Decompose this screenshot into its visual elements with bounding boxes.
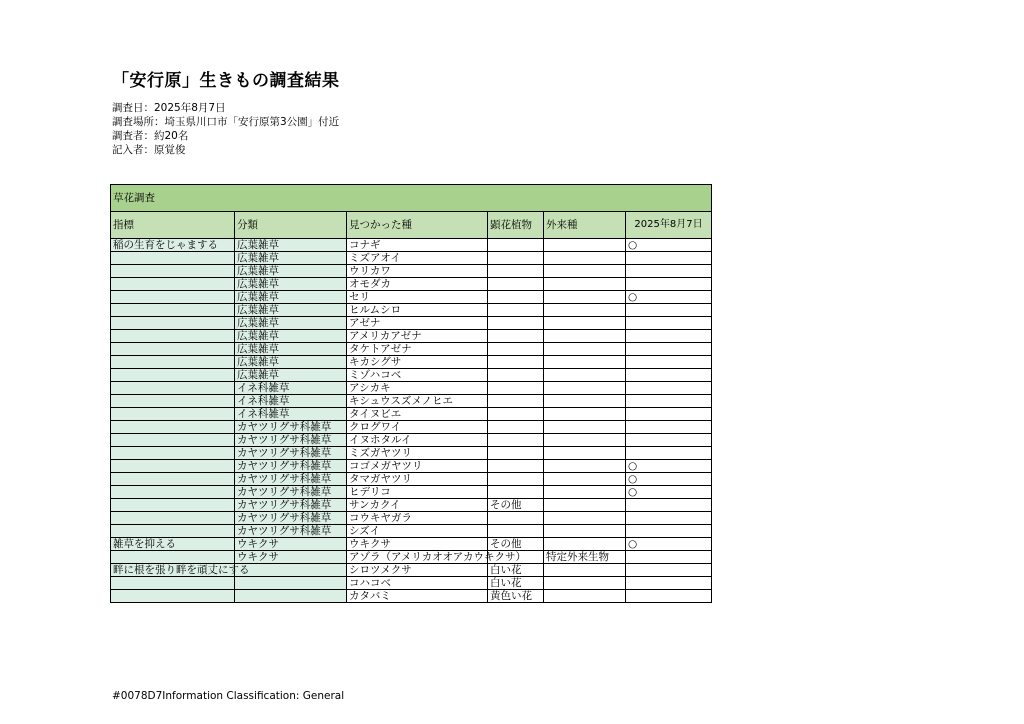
- cell-indicator: [111, 382, 235, 395]
- cell-species: [347, 317, 488, 330]
- cell-flowering: [488, 252, 544, 265]
- cell-category: [235, 356, 347, 369]
- cell-alien: [544, 304, 626, 317]
- cell-category: [235, 512, 347, 525]
- cell-category-text: 広葉雑草: [237, 343, 279, 355]
- table-row: [111, 408, 712, 421]
- table-row: [111, 239, 712, 252]
- cell-species-text: シロツメクサ: [349, 564, 412, 576]
- cell-alien: [544, 499, 626, 512]
- cell-category: [235, 369, 347, 382]
- cell-indicator: [111, 434, 235, 447]
- cell-category-text: 広葉雑草: [237, 265, 279, 277]
- cell-category: [235, 330, 347, 343]
- cell-alien: [544, 564, 626, 577]
- cell-found: [626, 239, 712, 252]
- table-row: [111, 343, 712, 356]
- cell-flowering: [488, 512, 544, 525]
- cell-found: [626, 395, 712, 408]
- cell-alien: [544, 343, 626, 356]
- cell-found: [626, 564, 712, 577]
- cell-indicator: [111, 564, 250, 577]
- cell-category: [235, 252, 347, 265]
- cell-flowering: [488, 317, 544, 330]
- table-row: [111, 447, 712, 460]
- cell-flowering: [488, 486, 544, 499]
- cell-species-text: アメリカアゼナ: [349, 330, 422, 342]
- cell-category-text: 広葉雑草: [237, 356, 279, 368]
- cell-found-text: ○: [628, 486, 638, 498]
- cell-species: [347, 330, 488, 343]
- cell-species: [347, 265, 488, 278]
- cell-species-text: シズイ: [349, 525, 380, 537]
- cell-alien: [544, 538, 626, 551]
- cell-species: [347, 577, 488, 590]
- cell-indicator: [111, 551, 235, 564]
- cell-flowering-text: その他: [490, 499, 522, 511]
- cell-found: [626, 369, 712, 382]
- cell-alien: [544, 421, 626, 434]
- cell-species: [347, 486, 488, 499]
- cell-species: [347, 278, 488, 291]
- cell-found: [626, 577, 712, 590]
- cell-flowering: [488, 538, 544, 551]
- cell-indicator: [111, 369, 235, 382]
- cell-found: [626, 590, 712, 603]
- cell-species-text: アゼナ: [349, 317, 381, 329]
- table-row: [111, 356, 712, 369]
- cell-alien: [544, 551, 626, 564]
- cell-species: [347, 447, 488, 460]
- cell-alien-text: 特定外来生物: [546, 551, 609, 563]
- table-row: [111, 421, 712, 434]
- cell-species-text: タマガヤツリ: [349, 473, 412, 485]
- cell-species-text: ウキクサ: [349, 538, 391, 550]
- cell-indicator: [111, 538, 235, 551]
- cell-species-text: キカシグサ: [349, 356, 402, 368]
- cell-flowering: [488, 499, 544, 512]
- table-row: [111, 590, 712, 603]
- cell-flowering: [488, 564, 544, 577]
- section-title: 草花調査: [111, 185, 712, 212]
- table-row: [111, 369, 712, 382]
- cell-alien: [544, 577, 626, 590]
- cell-species: [347, 304, 488, 317]
- cell-found: [626, 421, 712, 434]
- cell-species-text: コナギ: [349, 239, 381, 251]
- cell-flowering: [488, 239, 544, 252]
- cell-category-text: カヤツリグサ科雑草: [237, 473, 332, 485]
- cell-category: [235, 304, 347, 317]
- cell-species-text: クログワイ: [349, 421, 402, 433]
- table-row: [111, 551, 712, 564]
- table-row: [111, 265, 712, 278]
- cell-indicator: [111, 408, 235, 421]
- cell-flowering: [488, 291, 544, 304]
- cell-category-text: カヤツリグサ科雑草: [237, 421, 332, 433]
- cell-found-text: ○: [628, 473, 638, 485]
- cell-species: [347, 408, 488, 421]
- header-flowering: 顕花植物: [488, 212, 544, 239]
- cell-alien: [544, 395, 626, 408]
- table-row: [111, 382, 712, 395]
- cell-category-text: イネ科雑草: [237, 408, 290, 420]
- cell-indicator: [111, 291, 235, 304]
- cell-found: [626, 460, 712, 473]
- cell-alien: [544, 369, 626, 382]
- cell-category-text: カヤツリグサ科雑草: [237, 512, 332, 524]
- cell-indicator: [111, 447, 235, 460]
- cell-found-text: ○: [628, 460, 638, 472]
- cell-category-text: 広葉雑草: [237, 239, 279, 251]
- cell-species: [347, 525, 488, 538]
- table-row: [111, 434, 712, 447]
- cell-alien: [544, 239, 626, 252]
- cell-category: [235, 343, 347, 356]
- cell-flowering: [488, 278, 544, 291]
- cell-found: [626, 447, 712, 460]
- cell-indicator: [111, 486, 235, 499]
- cell-category: [235, 395, 347, 408]
- cell-category: [235, 590, 347, 603]
- cell-flowering: [488, 590, 544, 603]
- cell-species-text: サンカクイ: [349, 499, 401, 511]
- cell-category-text: ウキクサ: [237, 538, 279, 550]
- survey-recorder: 記入者：原覚俊: [112, 144, 186, 156]
- cell-indicator: [111, 460, 235, 473]
- cell-indicator: [111, 421, 235, 434]
- classification-footer: #0078D7Information Classification: General: [112, 690, 345, 702]
- cell-species: [347, 460, 488, 473]
- cell-species: [347, 369, 488, 382]
- cell-indicator-text: 畔に根を張り畔を頑丈にする: [113, 564, 250, 576]
- cell-indicator: [111, 512, 235, 525]
- cell-species: [347, 356, 488, 369]
- cell-category: [235, 551, 347, 564]
- cell-indicator: [111, 499, 235, 512]
- cell-found-text: ○: [628, 239, 638, 251]
- cell-flowering: [488, 356, 544, 369]
- cell-found: [626, 252, 712, 265]
- cell-species: [347, 395, 488, 408]
- header-category: 分類: [235, 212, 347, 239]
- cell-indicator: [111, 356, 235, 369]
- cell-species-text: ミズアオイ: [349, 252, 401, 264]
- table-row: [111, 252, 712, 265]
- cell-flowering: [488, 421, 544, 434]
- cell-alien: [544, 265, 626, 278]
- cell-category: [235, 408, 347, 421]
- cell-indicator: [111, 265, 235, 278]
- cell-flowering: [488, 330, 544, 343]
- table-row: [111, 525, 712, 538]
- cell-indicator: [111, 239, 235, 252]
- cell-category-text: 広葉雑草: [237, 304, 279, 316]
- cell-alien: [544, 382, 626, 395]
- cell-found: [626, 304, 712, 317]
- table-row: [111, 278, 712, 291]
- cell-indicator: [111, 525, 235, 538]
- table-row: [111, 460, 712, 473]
- cell-alien: [544, 356, 626, 369]
- cell-category: [235, 278, 347, 291]
- cell-category: [235, 239, 347, 252]
- cell-found: [626, 278, 712, 291]
- cell-category: [235, 317, 347, 330]
- cell-species-text: コハコベ: [349, 577, 391, 589]
- cell-category-text: 広葉雑草: [237, 317, 279, 329]
- cell-category-text: カヤツリグサ科雑草: [237, 525, 332, 537]
- cell-found: [626, 486, 712, 499]
- cell-found: [626, 330, 712, 343]
- cell-species: [347, 590, 488, 603]
- cell-species: [347, 551, 527, 564]
- cell-indicator: [111, 577, 235, 590]
- cell-category: [235, 473, 347, 486]
- cell-found: [626, 434, 712, 447]
- cell-category-text: 広葉雑草: [237, 278, 279, 290]
- table-row: [111, 486, 712, 499]
- cell-species-text: ヒデリコ: [349, 486, 391, 498]
- cell-flowering-text: 白い花: [490, 577, 522, 589]
- cell-found: [626, 525, 712, 538]
- cell-alien: [544, 434, 626, 447]
- cell-flowering: [488, 473, 544, 486]
- cell-category: [235, 421, 347, 434]
- cell-indicator: [111, 343, 235, 356]
- cell-alien: [544, 512, 626, 525]
- cell-species-text: コゴメガヤツリ: [349, 460, 423, 472]
- cell-species-text: アゾラ（アメリカオオアカウキクサ）: [349, 551, 527, 563]
- cell-flowering: [488, 408, 544, 421]
- cell-found: [626, 291, 712, 304]
- cell-alien: [544, 330, 626, 343]
- cell-species-text: ウリカワ: [349, 265, 391, 277]
- cell-species: [347, 291, 488, 304]
- cell-found: [626, 499, 712, 512]
- cell-category: [235, 577, 347, 590]
- cell-found: [626, 265, 712, 278]
- table-row: [111, 291, 712, 304]
- cell-species-text: ヒルムシロ: [349, 304, 402, 316]
- table-row: [111, 473, 712, 486]
- cell-found: [626, 356, 712, 369]
- cell-flowering: [488, 434, 544, 447]
- cell-flowering: [488, 460, 544, 473]
- cell-alien: [544, 291, 626, 304]
- cell-species: [347, 382, 488, 395]
- cell-indicator-text: 稲の生育をじゃまする: [113, 239, 218, 251]
- cell-alien: [544, 447, 626, 460]
- cell-category: [235, 499, 347, 512]
- cell-alien: [544, 473, 626, 486]
- cell-species: [347, 421, 488, 434]
- cell-species: [347, 239, 488, 252]
- cell-category-text: カヤツリグサ科雑草: [237, 486, 332, 498]
- cell-species-text: イヌホタルイ: [349, 434, 412, 446]
- cell-category: [235, 291, 347, 304]
- table-row: [111, 304, 712, 317]
- cell-species: [347, 499, 488, 512]
- cell-category: [235, 538, 347, 551]
- cell-species-text: カタバミ: [349, 590, 391, 602]
- cell-flowering: [488, 577, 544, 590]
- cell-species: [347, 564, 488, 577]
- cell-flowering-text: 黄色い花: [490, 590, 532, 602]
- cell-species-text: オモダカ: [349, 278, 391, 290]
- section-row: [111, 185, 712, 212]
- cell-alien: [544, 252, 626, 265]
- cell-indicator: [111, 278, 235, 291]
- cell-indicator: [111, 317, 235, 330]
- cell-category: [235, 486, 347, 499]
- cell-species: [347, 343, 488, 356]
- cell-alien: [544, 486, 626, 499]
- table-row: [111, 395, 712, 408]
- cell-found: [626, 473, 712, 486]
- cell-species-text: アシカキ: [349, 382, 391, 394]
- cell-flowering: [488, 369, 544, 382]
- table-row: [111, 564, 712, 577]
- cell-alien: [544, 460, 626, 473]
- cell-species: [347, 252, 488, 265]
- cell-flowering-text: その他: [490, 538, 522, 550]
- cell-category-text: 広葉雑草: [237, 369, 279, 381]
- cell-category: [235, 564, 347, 577]
- cell-found: [626, 551, 712, 564]
- cell-found-text: ○: [628, 291, 638, 303]
- header-species: 見つかった種: [347, 212, 488, 239]
- table-row: [111, 317, 712, 330]
- table-row: [111, 577, 712, 590]
- table-row: [111, 538, 712, 551]
- cell-species: [347, 512, 488, 525]
- cell-category-text: 広葉雑草: [237, 252, 279, 264]
- cell-found-text: ○: [628, 538, 638, 550]
- cell-found: [626, 382, 712, 395]
- cell-alien: [544, 408, 626, 421]
- cell-category-text: イネ科雑草: [237, 382, 290, 394]
- header-indicator: 指標: [111, 212, 235, 239]
- cell-flowering: [488, 343, 544, 356]
- cell-category: [235, 460, 347, 473]
- cell-alien: [544, 525, 626, 538]
- cell-category-text: ウキクサ: [237, 551, 279, 563]
- cell-category-text: カヤツリグサ科雑草: [237, 499, 332, 511]
- cell-category: [235, 447, 347, 460]
- cell-category: [235, 525, 347, 538]
- survey-date: 調査日：2025年8月7日: [112, 102, 226, 114]
- cell-found: [626, 538, 712, 551]
- cell-species: [347, 434, 488, 447]
- header-row: [111, 212, 712, 239]
- page-title: 「安行原」生きもの調査結果: [112, 71, 340, 91]
- cell-alien: [544, 278, 626, 291]
- cell-species-text: タケトアゼナ: [349, 343, 412, 355]
- survey-meta: [112, 101, 339, 157]
- cell-species-text: タイヌビエ: [349, 408, 402, 420]
- cell-alien: [544, 317, 626, 330]
- cell-species-text: セリ: [349, 291, 370, 303]
- cell-found: [626, 317, 712, 330]
- cell-category-text: 広葉雑草: [237, 291, 279, 303]
- cell-category-text: イネ科雑草: [237, 395, 290, 407]
- cell-species-text: キシュウスズメノヒエ: [349, 395, 454, 407]
- cell-indicator-text: 雑草を抑える: [113, 538, 176, 550]
- cell-category: [235, 382, 347, 395]
- cell-flowering: [488, 395, 544, 408]
- cell-species-text: コウキヤガラ: [349, 512, 412, 524]
- cell-found: [626, 408, 712, 421]
- cell-found: [626, 512, 712, 525]
- header-alien: 外来種: [544, 212, 626, 239]
- cell-flowering: [488, 304, 544, 317]
- cell-category-text: カヤツリグサ科雑草: [237, 460, 332, 472]
- cell-indicator: [111, 473, 235, 486]
- cell-indicator: [111, 252, 235, 265]
- cell-category-text: カヤツリグサ科雑草: [237, 434, 332, 446]
- cell-category-text: カヤツリグサ科雑草: [237, 447, 332, 459]
- cell-flowering: [488, 265, 544, 278]
- table-row: [111, 512, 712, 525]
- cell-alien: [544, 590, 626, 603]
- header-date: 2025年8月7日: [626, 212, 712, 239]
- table-body: [111, 239, 712, 603]
- cell-category: [235, 434, 347, 447]
- survey-table: [110, 184, 712, 603]
- table-row: [111, 330, 712, 343]
- cell-flowering: [488, 447, 544, 460]
- table-row: [111, 499, 712, 512]
- cell-species-text: ミゾハコベ: [349, 369, 402, 381]
- cell-flowering: [488, 525, 544, 538]
- cell-flowering-text: 白い花: [490, 564, 522, 576]
- cell-species: [347, 473, 488, 486]
- survey-surveyors: 調査者：約20名: [112, 130, 189, 142]
- cell-category: [235, 265, 347, 278]
- cell-indicator: [111, 395, 235, 408]
- cell-species-text: ミズガヤツリ: [349, 447, 412, 459]
- cell-indicator: [111, 330, 235, 343]
- survey-place: 調査場所：埼玉県川口市「安行原第3公園」付近: [112, 116, 340, 128]
- cell-category-text: 広葉雑草: [237, 330, 279, 342]
- cell-flowering: [488, 382, 544, 395]
- cell-found: [626, 343, 712, 356]
- cell-indicator: [111, 304, 235, 317]
- cell-indicator: [111, 590, 235, 603]
- cell-species: [347, 538, 488, 551]
